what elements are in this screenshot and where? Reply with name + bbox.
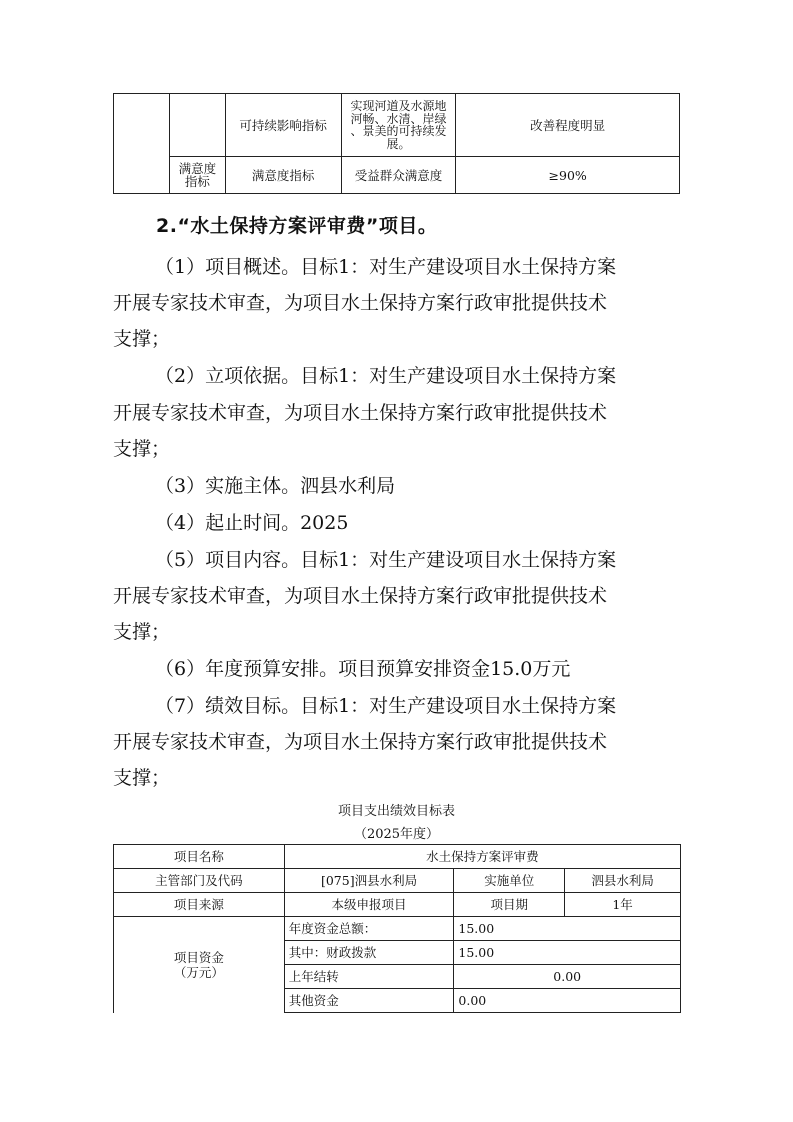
paragraph-line: （4）起止时间。2025 — [155, 512, 349, 534]
target-value-cell: ≥90% — [456, 157, 680, 194]
secondary-indicator-cell: 满意度 指标 — [169, 157, 225, 194]
period-value: 1年 — [565, 893, 681, 917]
paragraph-line: 支撑； — [113, 438, 171, 460]
source-value: 本级申报项目 — [284, 893, 454, 917]
paragraph-line: （1）项目概述。目标1：对生产建设项目水土保持方案 — [155, 256, 617, 278]
other-funds-label: 其他资金 — [284, 989, 454, 1013]
tertiary-indicator-cell: 满意度指标 — [225, 157, 341, 194]
paragraph-line: 开展专家技术审查，为项目水土保持方案行政审批提供技术 — [113, 731, 608, 753]
impl-unit-value: 泗县水利局 — [565, 869, 681, 893]
indicator-content-cell: 受益群众满意度 — [341, 157, 456, 194]
annual-total-label: 年度资金总额： — [284, 917, 454, 941]
primary-indicator-cell — [114, 94, 170, 194]
annual-total-value: 15.00 — [454, 917, 681, 941]
paragraph-line: 开展专家技术审查，为项目水土保持方案行政审批提供技术 — [113, 292, 608, 314]
carryover-value: 0.00 — [454, 965, 681, 989]
indicator-content-cell: 实现河道及水源地 河畅、水清、岸绿 、景美的可持续发 展。 — [341, 94, 456, 157]
project-name-label: 项目名称 — [114, 845, 285, 869]
section-heading: 2.“水土保持方案评审费”项目。 — [156, 215, 438, 237]
paragraph-line: 开展专家技术审查，为项目水土保持方案行政审批提供技术 — [113, 585, 608, 607]
paragraph-line: （5）项目内容。目标1：对生产建设项目水土保持方案 — [155, 549, 617, 571]
performance-indicator-table — [113, 93, 680, 194]
paragraph-line: 支撑； — [113, 328, 171, 350]
carryover-label: 上年结转 — [284, 965, 454, 989]
budget-target-table — [113, 844, 681, 1013]
paragraph-line: 支撑； — [113, 621, 171, 643]
paragraph-line: （7）绩效目标。目标1：对生产建设项目水土保持方案 — [155, 695, 617, 717]
paragraph-line: （6）年度预算安排。项目预算安排资金15.0万元 — [155, 658, 571, 680]
project-name-value: 水土保持方案评审费 — [284, 845, 680, 869]
other-funds-value: 0.00 — [454, 989, 681, 1013]
paragraph-line: 开展专家技术审查，为项目水土保持方案行政审批提供技术 — [113, 402, 608, 424]
table-title: 项目支出绩效目标表 — [337, 804, 455, 819]
dept-value: [075]泗县水利局 — [284, 869, 454, 893]
fiscal-label: 其中：财政拨款 — [284, 941, 454, 965]
source-label: 项目来源 — [114, 893, 285, 917]
funds-label: 项目资金 （万元） — [114, 917, 285, 1013]
paragraph-line: （2）立项依据。目标1：对生产建设项目水土保持方案 — [155, 365, 617, 387]
period-label: 项目期 — [454, 893, 565, 917]
paragraph-line: 支撑； — [113, 767, 171, 789]
paragraph-line: （3）实施主体。泗县水利局 — [155, 475, 396, 497]
impl-unit-label: 实施单位 — [454, 869, 565, 893]
tertiary-indicator-cell: 可持续影响指标 — [225, 94, 341, 157]
secondary-indicator-cell — [169, 94, 225, 157]
table-subtitle: （2025年度） — [353, 827, 440, 842]
target-value-cell: 改善程度明显 — [456, 94, 680, 157]
dept-label: 主管部门及代码 — [114, 869, 285, 893]
fiscal-value: 15.00 — [454, 941, 681, 965]
